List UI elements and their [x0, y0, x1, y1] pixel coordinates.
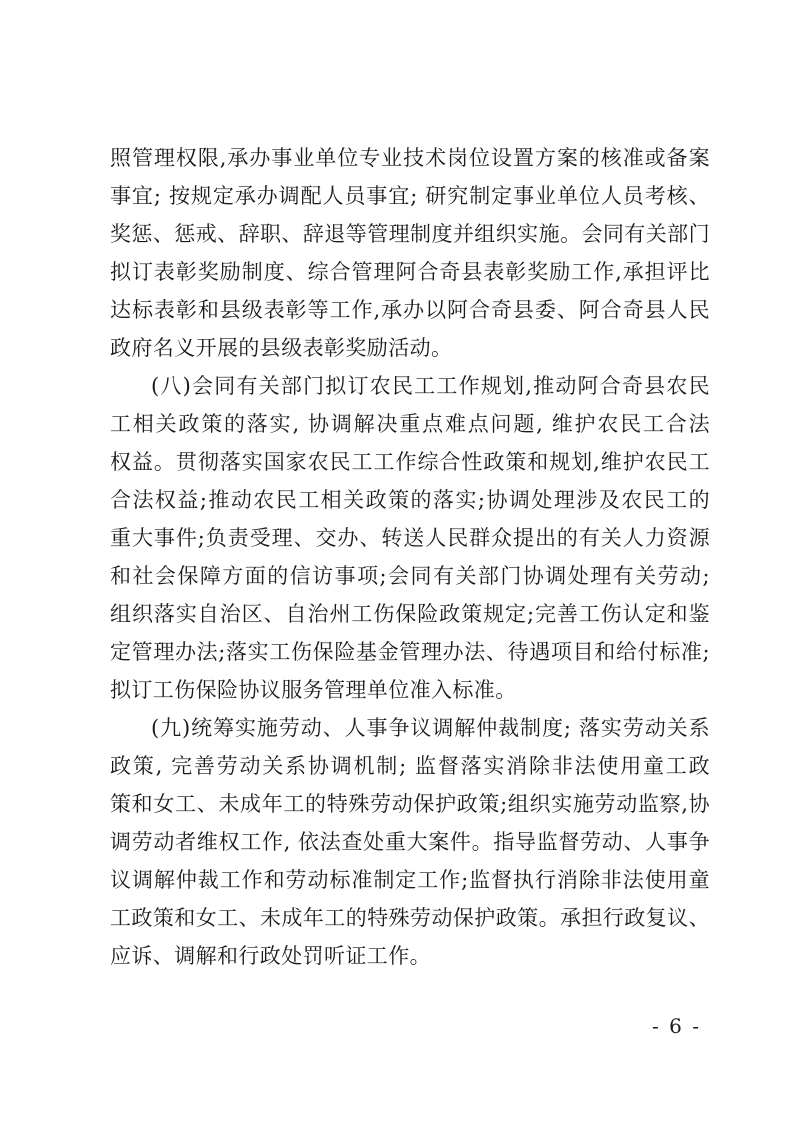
paragraph-line: 照管理权限,承办事业单位专业技术岗位设置方案的核准或备案 [110, 146, 710, 170]
paragraph-line: 政府名义开展的县级表彰奖励活动。 [110, 336, 453, 360]
paragraph-line: 拟订表彰奖励制度、综合管理阿合奇县表彰奖励工作,承担评比 [110, 260, 710, 284]
paragraph-line: 事宜; 按规定承办调配人员事宜; 研究制定事业单位人员考核、 [110, 184, 710, 208]
paragraph-line: 权益。贯彻落实国家农民工工作综合性政策和规划,维护农民工 [110, 450, 710, 474]
page-number: - 6 - [652, 1014, 701, 1038]
paragraph-line: 应诉、调解和行政处罚听证工作。 [110, 944, 431, 968]
paragraph-line: 拟订工伤保险协议服务管理单位准入标准。 [110, 678, 517, 702]
paragraph-line: 工政策和女工、未成年工的特殊劳动保护政策。承担行政复议、 [110, 906, 710, 930]
paragraph-line: 重大事件;负责受理、交办、转送人民群众提出的有关人力资源 [110, 526, 710, 550]
paragraph-line: (九)统筹实施劳动、人事争议调解仲裁制度; 落实劳动关系 [151, 716, 710, 740]
paragraph-line: 工相关政策的落实, 协调解决重点难点问题, 维护农民工合法 [110, 412, 710, 436]
paragraph-line: 议调解仲裁工作和劳动标准制定工作;监督执行消除非法使用童 [110, 868, 710, 892]
paragraph-line: 达标表彰和县级表彰等工作,承办以阿合奇县委、阿合奇县人民 [110, 298, 710, 322]
paragraph-line: 策和女工、未成年工的特殊劳动保护政策;组织实施劳动监察,协 [110, 792, 710, 816]
paragraph-line: 和社会保障方面的信访事项;会同有关部门协调处理有关劳动; [110, 564, 710, 588]
paragraph-line: 定管理办法;落实工伤保险基金管理办法、待遇项目和给付标准; [110, 640, 710, 664]
paragraph-line: 合法权益;推动农民工相关政策的落实;协调处理涉及农民工的 [110, 488, 710, 512]
paragraph-line: (八)会同有关部门拟订农民工工作规划,推动阿合奇县农民 [151, 374, 710, 398]
paragraph-line: 奖惩、惩戒、辞职、辞退等管理制度并组织实施。会同有关部门 [110, 222, 710, 246]
paragraph-line: 调劳动者维权工作, 依法查处重大案件。指导监督劳动、人事争 [110, 830, 710, 854]
paragraph-line: 政策, 完善劳动关系协调机制; 监督落实消除非法使用童工政 [110, 754, 710, 778]
paragraph-line: 组织落实自治区、自治州工伤保险政策规定;完善工伤认定和鉴 [110, 602, 710, 626]
